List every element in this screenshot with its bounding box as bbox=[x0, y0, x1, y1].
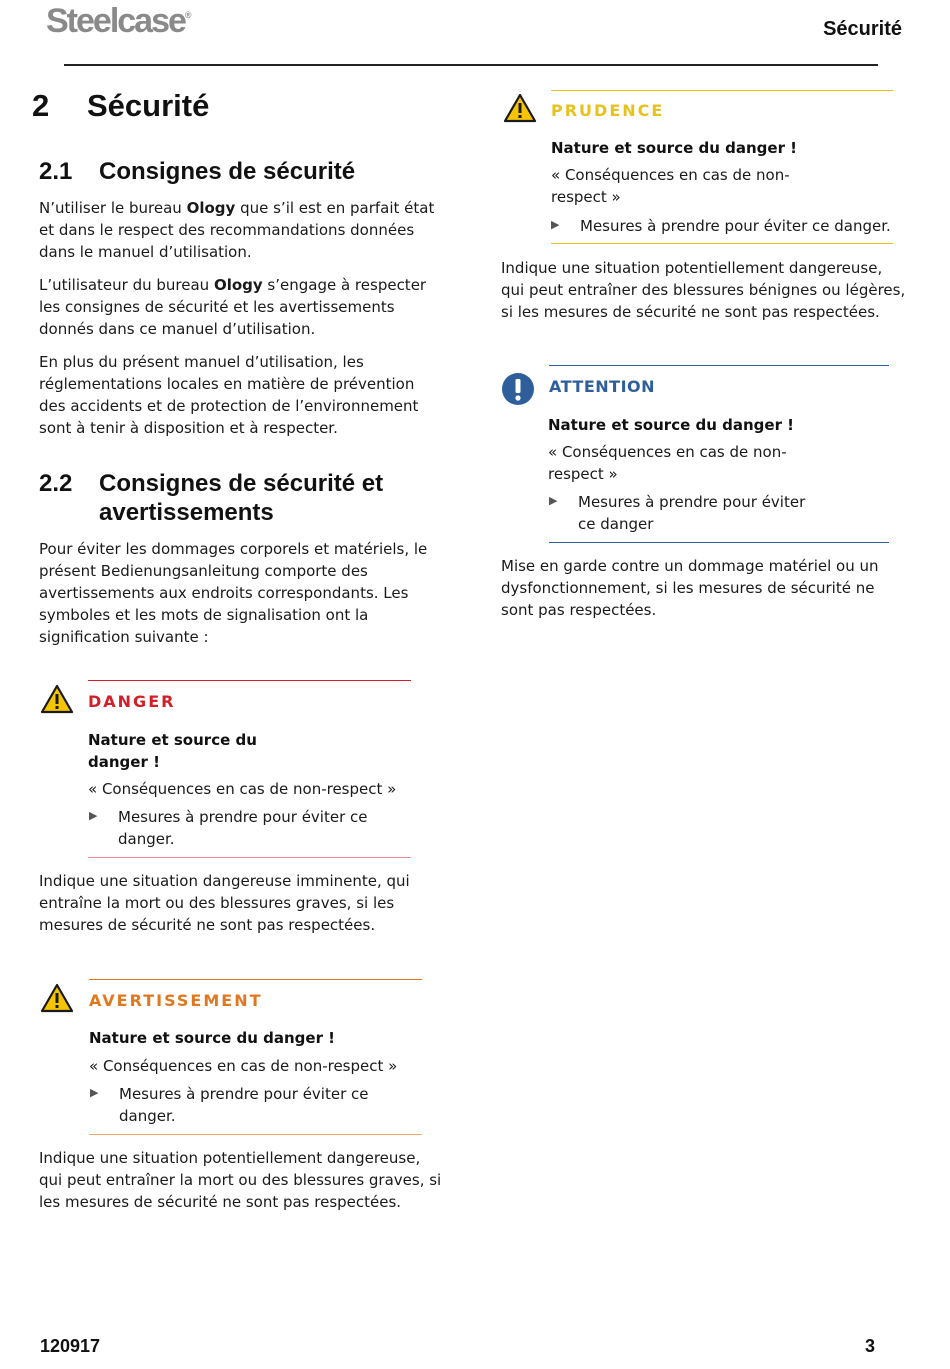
warning-triangle-icon bbox=[40, 983, 74, 1013]
attention-bottom-rule bbox=[549, 542, 889, 543]
warning-measure: Mesures à prendre pour éviter ce danger. bbox=[119, 1085, 369, 1125]
danger-top-rule bbox=[88, 680, 411, 681]
bullet-arrow-icon: ▶ bbox=[89, 809, 98, 822]
caution-description: Indique une situation potentiellement dangereuse, qui peut entraîner des blessures bénignes ou légères, si les mesures de sécurité ne sont pas respectées. bbox=[501, 259, 906, 321]
page-number: 3 bbox=[865, 1336, 876, 1356]
subsection-title: Consignes de sécurité bbox=[99, 158, 356, 185]
paragraph-2-1-1: N’utiliser le bureau Ology que s’il est en parfait état et dans le respect des recommandations données dans le manuel d’utilisation. bbox=[39, 199, 435, 261]
warning-description: Indique une situation potentiellement dangereuse, qui peut entraîner la mort ou des blessures graves, si les mesures de sécurité ne sont pas respectées. bbox=[39, 1149, 442, 1211]
section-title: Sécurité bbox=[87, 88, 210, 123]
section-number: 2 bbox=[32, 88, 50, 123]
bullet-arrow-icon: ▶ bbox=[90, 1086, 99, 1099]
caution-measure: Mesures à prendre pour éviter ce danger. bbox=[580, 217, 891, 235]
bullet-arrow-icon: ▶ bbox=[551, 218, 560, 231]
attention-top-rule bbox=[549, 365, 889, 366]
caution-bottom-rule bbox=[551, 243, 893, 244]
warning-bottom-rule bbox=[89, 1134, 422, 1135]
danger-label: DANGER bbox=[88, 692, 176, 711]
subsection-number: 2.1 bbox=[39, 158, 73, 185]
subsection-2-2-heading bbox=[39, 469, 383, 527]
caution-label: PRUDENCE bbox=[551, 101, 665, 120]
registered-mark: ® bbox=[184, 10, 192, 20]
danger-bottom-rule bbox=[88, 857, 411, 858]
attention-description: Mise en garde contre un dommage matériel ou un dysfonctionnement, si les mesures de sécurité ne sont pas respectées. bbox=[501, 557, 879, 619]
subsection-title-line1: Consignes de sécurité et bbox=[99, 470, 384, 497]
caution-nature: Nature et source du danger ! bbox=[551, 139, 798, 157]
caution-top-rule bbox=[551, 90, 893, 91]
warning-nature: Nature et source du danger ! bbox=[89, 1029, 336, 1047]
header-rule bbox=[64, 64, 878, 66]
warning-label: AVERTISSEMENT bbox=[89, 991, 263, 1010]
subsection-number: 2.2 bbox=[39, 470, 73, 497]
attention-nature: Nature et source du danger ! bbox=[548, 416, 795, 434]
document-number: 120917 bbox=[40, 1336, 101, 1356]
paragraph-2-2-1: Pour éviter les dommages corporels et matériels, le présent Bedienungsanleitung comporte des avertissements aux endroits correspondants. Les symboles et les mots de signalisation ont la signification suivante : bbox=[39, 540, 428, 646]
caution-consequence: « Conséquences en cas de non- respect » bbox=[551, 166, 790, 206]
warning-triangle-icon bbox=[503, 93, 537, 123]
danger-measure: Mesures à prendre pour éviter ce danger. bbox=[118, 808, 368, 848]
attention-consequence: « Conséquences en cas de non- respect » bbox=[548, 443, 787, 483]
attention-label: ATTENTION bbox=[549, 377, 656, 396]
danger-consequence: « Conséquences en cas de non-respect » bbox=[88, 780, 397, 798]
section-heading bbox=[32, 88, 209, 124]
header-title: Sécurité bbox=[823, 18, 902, 40]
paragraph-2-1-2: L’utilisateur du bureau Ology s’engage à respecter les consignes de sécurité et les avertissements donnés dans ce manuel d’utilisation. bbox=[39, 276, 427, 338]
logo-text: Steelcase bbox=[46, 2, 185, 40]
subsection-2-1-heading bbox=[39, 157, 355, 186]
attention-measure: Mesures à prendre pour éviter ce danger bbox=[578, 493, 806, 533]
steelcase-logo bbox=[46, 2, 192, 41]
warning-consequence: « Conséquences en cas de non-respect » bbox=[89, 1057, 398, 1075]
danger-nature: Nature et source du danger ! bbox=[88, 731, 257, 771]
warning-top-rule bbox=[89, 979, 422, 980]
bullet-arrow-icon: ▶ bbox=[549, 494, 558, 507]
paragraph-2-1-3: En plus du présent manuel d’utilisation, les réglementations locales en matière de prévention des accidents et de protection de l’environnement sont à tenir à disposition et à respecter. bbox=[39, 353, 419, 437]
info-exclamation-icon bbox=[501, 372, 535, 406]
warning-triangle-icon bbox=[40, 684, 74, 714]
danger-description: Indique une situation dangereuse imminente, qui entraîne la mort ou des blessures graves, si les mesures de sécurité ne sont pas respectées. bbox=[39, 872, 410, 934]
subsection-title-line2: avertissements bbox=[99, 499, 274, 526]
